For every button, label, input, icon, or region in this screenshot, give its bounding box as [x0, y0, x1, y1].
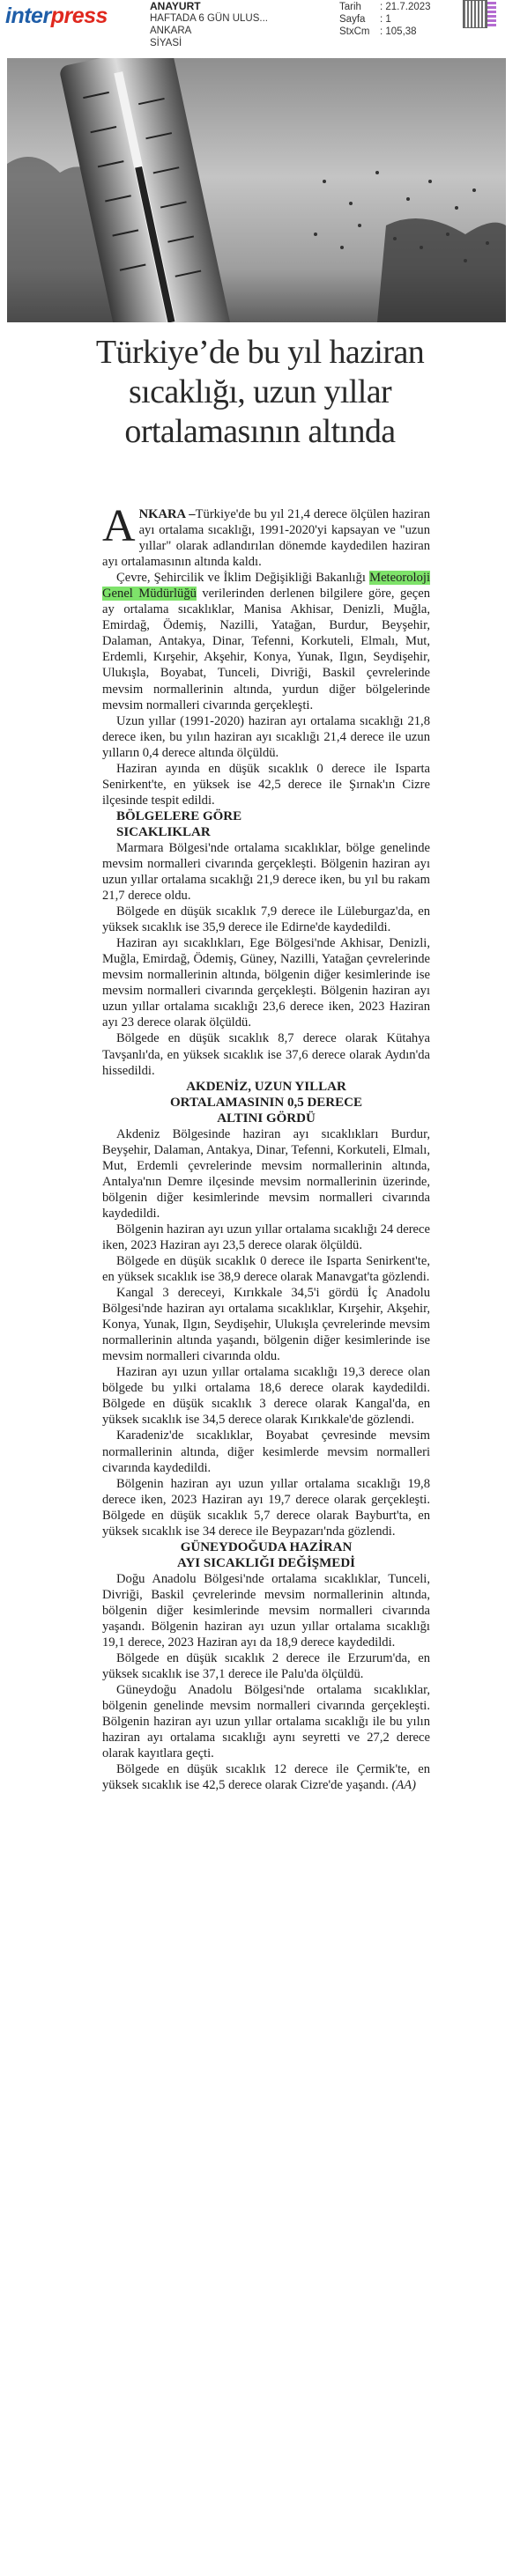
paragraph: Uzun yıllar (1991-2020) haziran ayı ortalama sıcaklığı 21,8 derece iken, bu yılın haziran ayı sıcaklığı 21,4 derece ile uzun yılların 0,4 derece altında ölçüldü.	[102, 713, 430, 760]
final-paragraph: Bölgede en düşük sıcaklık 12 derece ile Çermik'te, en yüksek sıcaklık ise 42,5 derece olarak Cizre'de yaşandı. (AA)	[102, 1762, 430, 1793]
publication-name: ANAYURT	[150, 0, 201, 12]
headline-line: ortalamasının altında	[124, 413, 396, 450]
paragraph: Haziran ayında en düşük sıcaklık 0 derece ile Isparta Senirkent'te, en yüksek ise 42,5 derece ile Şırnak'ın Cizre ilçesinde tespit edildi.	[102, 761, 430, 808]
subheading: GÜNEYDOĞUDA HAZİRAN AYI SICAKLIĞI DEĞİŞMEDİ	[176, 1539, 355, 1570]
clipping-meta	[339, 1, 431, 38]
interpress-logo: interpress	[5, 4, 108, 28]
headline-line: Türkiye’de bu yıl haziran	[95, 334, 425, 371]
lead-paragraph: ANKARA –Türkiye'de bu yıl 21,4 derece ölçülen haziran ayı ortalama sıcaklığı, 1991-2020'yi kapsayan ve "uzun yıllar" olarak adlandırılan dönemde kaydedilen haziran ayı ortalamasının altında kaldı.	[102, 501, 430, 570]
paragraph: Bölgede en düşük sıcaklık 7,9 derece ile Lüleburgaz'da, en yüksek sıcaklık ise 35,9 derece ile Edirne'de kaydedildi.	[102, 904, 430, 935]
qr-code-icon	[463, 0, 487, 28]
paragraph: Çevre, Şehircilik ve İklim Değişikliği Bakanlığı Meteoroloji Genel Müdürlüğü verilerinden derlenen bilgilere göre, geçen ay ortalama sıcaklıklar, Manisa Akhisar, Denizli, Muğla, Emirdağ, Ödemiş, Nazilli, Yatağan, Burdur, Beyşehir, Dalaman, Antakya, Dinar, Tefenni, Korkuteli, Elmalı, Mut, Erdemli, Kırşehir, Akşehir, Konya, Yunak, Ilgın, Seydişehir, Ulukışla, Boyabat, Tunceli, Divriği, Baskil çevrelerinde mevsim normallerinin altında, yurdun diğer bölgelerinde mevsim normalleri civarında gerçekleşti.	[102, 571, 430, 712]
paragraph: Karadeniz'de sıcaklıklar, Boyabat çevresinde mevsim normallerinin altında, diğer kesimlerde mevsim normalleri civarında kaydedildi.	[102, 1428, 430, 1475]
article-body	[102, 501, 430, 1793]
subheading: AKDENİZ, UZUN YILLAR ORTALAMASININ 0,5 DERECE ALTINI GÖRDÜ	[170, 1079, 362, 1126]
thermometer-photo-icon	[7, 58, 506, 322]
clipping-header	[0, 0, 520, 56]
paragraph: Bölgede en düşük sıcaklık 0 derece ile Isparta Senirkent'te, en yüksek sıcaklık ise 38,9 derece olarak Manavgat'ta gözlendi.	[102, 1253, 430, 1285]
drop-cap: A	[102, 501, 136, 551]
paragraph: Güneydoğu Anadolu Bölgesi'nde ortalama sıcaklıklar, bölgenin genelinde mevsim normalleri civarında gerçekleşti. Bölgenin haziran ayı uzun yıllar ortalama sıcaklığı ile bu yılın haziran ayı ortalama sıcaklığı aynı seyretti ve 27,2 derece olarak kayıtlara geçti.	[102, 1683, 430, 1761]
paragraph: Bölgenin haziran ayı uzun yıllar ortalama sıcaklığı 24 derece iken, 2023 Haziran ayı 23,5 derece olarak ölçüldü.	[102, 1222, 430, 1252]
publication-category: SİYASİ	[150, 38, 182, 48]
news-source: (AA)	[391, 1778, 417, 1793]
meta-stxcm: StxCm : 105,38	[339, 26, 417, 37]
headline	[18, 333, 502, 452]
highlighted-keyword: Meteoroloji Genel Müdürlüğü	[102, 571, 430, 602]
color-strip-icon	[487, 0, 496, 26]
dateline: NKARA –	[138, 507, 196, 521]
headline-line: sıcaklığı, uzun yıllar	[128, 373, 392, 410]
meta-page: Sayfa : 1	[339, 14, 391, 25]
paragraph: Marmara Bölgesi'nde ortalama sıcaklıklar, bölge genelinde mevsim normalleri civarında gerçekleşti. Bölgenin haziran ayı uzun yıllar ortalama sıcaklığı 21,9 derece iken, bu yıl bu rakam 21,7 derece oldu.	[102, 840, 430, 904]
paragraph: Kangal 3 dereceyi, Kırıkkale 34,5'i gördü İç Anadolu Bölgesi'nde haziran ayı ortalama sıcaklıklar, Kırşehir, Akşehir, Konya, Yunak, Ilgın, Seydişehir, Ulukışla çevrelerinde mevsim normallerinin altında yaşandı, bölgenin diğer kesimlerinde ise mevsim normalleri civarında oldu.	[102, 1286, 430, 1364]
subheading: BÖLGELERE GÖRE SICAKLIKLAR	[116, 808, 242, 839]
paragraph: Akdeniz Bölgesinde haziran ayı sıcaklıkları Burdur, Beyşehir, Dalaman, Antakya, Dinar, Tefenni, Korkuteli, Elmalı, Mut, Erdemli çevrelerinde mevsim normallerinin altında, Antalya'nın Demre ilçesinde mevsim normallerinin üzerinde, bölgenin diğer kesimlerinde mevsim normalleri civarında kaydedildi.	[102, 1126, 430, 1221]
paragraph: Haziran ayı uzun yıllar ortalama sıcaklığı 19,3 derece olan bölgede bu yılki ortalama 18,6 derece olarak kaydedildi. Bölgede en düşük sıcaklık 3 derece olarak Kangal'da, en yüksek sıcaklık ise 34,5 derece olarak Kırıkkale'de gözlendi.	[102, 1365, 430, 1428]
meta-date: Tarih : 21.7.2023	[339, 2, 431, 12]
publication-frequency: HAFTADA 6 GÜN ULUS...	[150, 13, 268, 24]
paragraph: Bölgenin haziran ayı uzun yıllar ortalama sıcaklığı 19,8 derece iken, 2023 Haziran ayı 19,7 derece olarak gerçekleşti. Bölgede en düşük sıcaklık 5,7 derece olarak Bayburt'ta, en yüksek sıcaklık ise 34 derece ile Beypazarı'nda gözlendi.	[102, 1476, 430, 1539]
paragraph: Bölgede en düşük sıcaklık 8,7 derece olarak Kütahya Tavşanlı'da, en yüksek sıcaklık ise 37,6 derece olarak Aydın'da hissedildi.	[102, 1031, 430, 1078]
paragraph: Bölgede en düşük sıcaklık 2 derece ile Erzurum'da, en yüksek sıcaklık ise 37,1 derece ile Palu'da ölçüldü.	[102, 1651, 430, 1682]
publication-city: ANKARA	[150, 26, 192, 36]
paragraph: Haziran ayı sıcaklıkları, Ege Bölgesi'nde Akhisar, Denizli, Muğla, Emirdağ, Ödemiş, Güney, Nazilli, Yatağan çevrelerinde mevsim normallerinin altında, bölgenin diğer kesimlerinde ise mevsim normalleri civarında gerçekleşti. Bölgenin haziran ayı uzun yıllar ortalama sıcaklığı 23,6 derece iken, 2023 Haziran ayı 23 derece olarak ölçüldü.	[102, 936, 430, 1030]
article-photo	[7, 58, 506, 322]
paragraph: Doğu Anadolu Bölgesi'nde ortalama sıcaklıklar, Tunceli, Divriği, Baskil çevrelerinde mevsim normallerinin altında, bölgenin diğer kesimlerinde mevsim normalleri civarında yaşandı. Bölgenin haziran ayı uzun yıllar ortalama sıcaklığı 19,1 derece, 2023 Haziran ayı da 18,9 derece kaydedildi.	[102, 1571, 430, 1650]
